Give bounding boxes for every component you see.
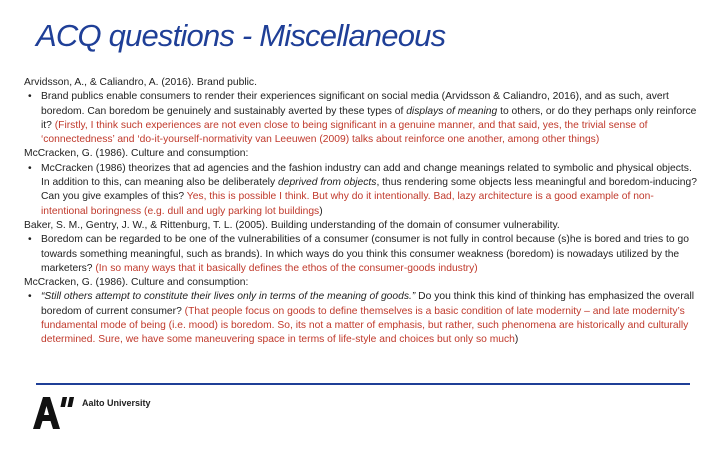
question-text: McCracken (1986) theorizes that ad agencies and the fashion industry can add and change meanings related to symbolic and physical objects. In addition to this, can meaning also be deliberately [41, 162, 692, 189]
question-quote: “Still others attempt to constitute their lives only in terms of the meaning of goods.” [41, 291, 416, 303]
question-text: Brand publics enable consumers to render their experiences significant on social media (Arvidsson & Caliandro, 2016), and as such, avert boredom. Can boredom be genuinely and sustainably averted by these types of [41, 91, 669, 117]
question-text: , thus rendering some objects less meaningful and boredom-inducing? Can you give examples of this? [41, 177, 697, 203]
bullet-icon: • [28, 234, 32, 246]
slide-body [24, 76, 700, 348]
university-name: Aalto University [82, 398, 151, 408]
reference-heading: McCracken, G. (1986). Culture and consumption: [24, 148, 249, 160]
question-text: Do you think this kind of thinking has emphasized the overall boredom of current consumer? [41, 291, 695, 317]
answer-close: ) [319, 205, 323, 217]
question-item [24, 90, 700, 147]
question-item [24, 233, 700, 276]
question-text: Boredom can be regarded to be one of the vulnerabilities of a consumer (consumer is not fully in control because (s)he is bored and tries to go towards something meaningful, such as brands). In which ways do you think this consumer weakness (boredom) is nowadays utilized by the marketers? [41, 234, 689, 274]
reference-heading: Arvidsson, A., & Caliandro, A. (2016). Brand public. [24, 77, 257, 88]
bullet-icon: • [28, 162, 32, 174]
question-item [24, 162, 700, 219]
answer-text: (In so many ways that it basically defines the ethos of the consumer-goods industry) [95, 262, 478, 274]
answer-text: (Firstly, I think such experiences are not even close to being significant in a genuine manner, and that said, yes, the trivial sense of ‘connectedness’ and ‘do-it-yourself-normativity van Leeuwen (2009) talks about reinforce one another, among other things) [41, 119, 648, 146]
footer-rule [36, 383, 690, 385]
question-emphasis: deprived from objects [277, 177, 377, 189]
bullet-icon: • [28, 291, 32, 303]
question-item [24, 290, 700, 347]
question-text: to others, or do they perhaps only reinforce it? [41, 105, 697, 131]
reference-heading: Baker, S. M., Gentry, J. W., & Rittenburg, T. L. (2005). Building understanding of the domain of consumer vulnerability. [24, 219, 560, 231]
aalto-logo-icon [33, 395, 77, 431]
question-emphasis: displays of meaning [406, 105, 498, 117]
answer-text: Yes, this is possible I think. But why do it intentionally. Bad, lazy architecture is a good example of non-intentional boringness (e.g. dull and ugly parking lot buildings [41, 191, 654, 217]
slide-title: ACQ questions - Miscellaneous [36, 18, 446, 53]
bullet-icon: • [28, 91, 32, 103]
reference-heading: McCracken, G. (1986). Culture and consumption: [24, 277, 249, 289]
answer-close: ) [514, 334, 519, 346]
answer-text: (That people focus on goods to define themselves is a basic condition of late modernity – and late modernity’s fundamental mode of being (i.e. mood) is boredom. So, its not a matter of emphasis, but rather, such phenomena are historically and culturally determined. Sure, we have some maneuvering space in terms of life-style and choices but only so much [41, 305, 689, 346]
